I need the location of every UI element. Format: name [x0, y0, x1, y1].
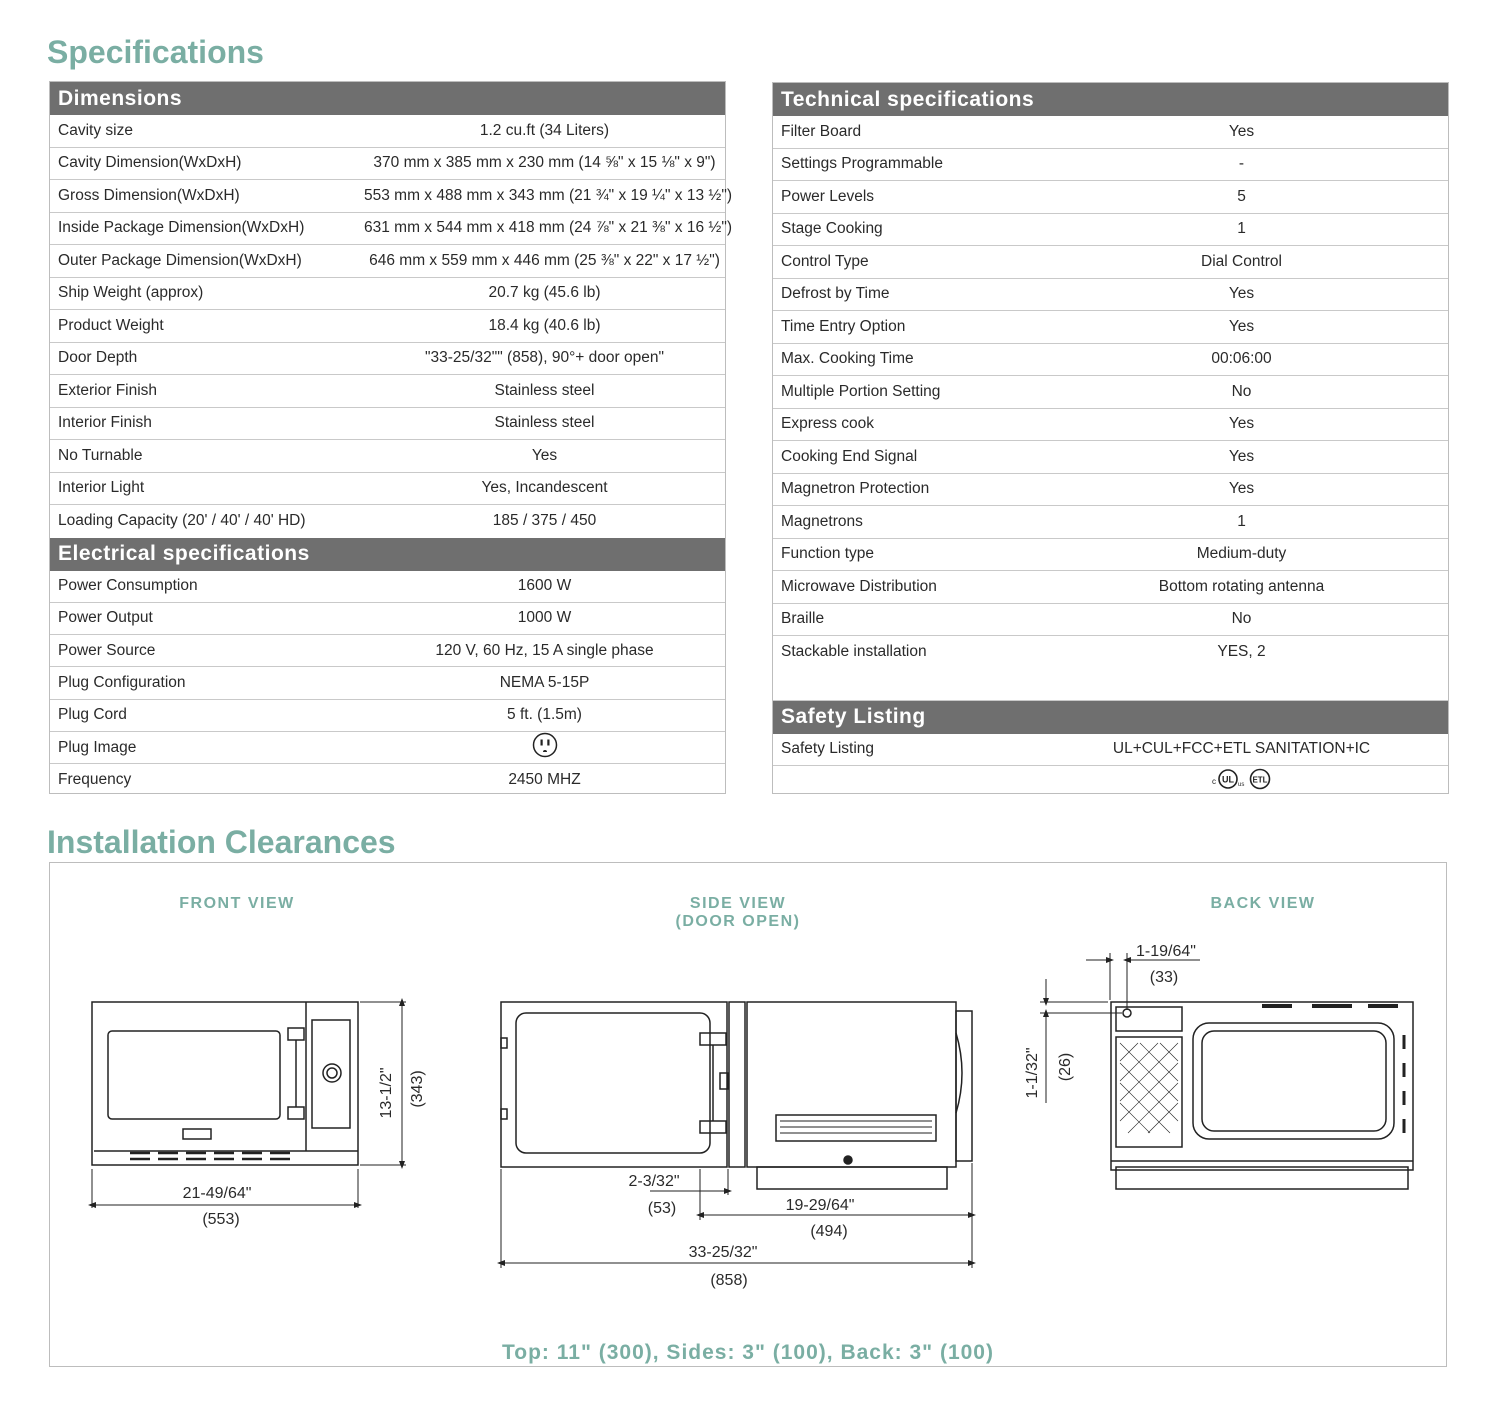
row-value: Yes — [1228, 285, 1255, 303]
row-value: Yes — [1228, 415, 1255, 433]
front-width-in: 21-49/64" — [182, 1185, 252, 1202]
table-row — [50, 310, 725, 343]
row-value: 120 V, 60 Hz, 15 A single phase — [435, 641, 654, 659]
table-row — [50, 278, 725, 311]
row-label: Outer Package Dimension(WxDxH) — [58, 251, 302, 269]
table-row — [50, 408, 725, 441]
table-row — [50, 180, 732, 213]
back-offset-x-in: 1-19/64" — [1136, 943, 1196, 960]
row-label: Interior Light — [58, 479, 145, 497]
electrical-table — [50, 571, 725, 797]
row-label: Multiple Portion Setting — [781, 382, 941, 400]
row-label: Power Output — [58, 609, 153, 627]
table-row — [50, 375, 725, 408]
specifications-title: Specifications — [47, 34, 264, 70]
table-row — [773, 311, 1448, 344]
row-label: Frequency — [58, 771, 132, 789]
table-row — [773, 376, 1448, 409]
row-label: Power Consumption — [58, 577, 198, 595]
row-value: No — [1231, 610, 1252, 628]
safety-listing-row — [773, 734, 1448, 766]
side-total-in: 33-25/32" — [688, 1244, 758, 1261]
table-row — [50, 732, 725, 764]
row-value: 18.4 kg (40.6 lb) — [488, 316, 601, 334]
safety-listing-value: UL+CUL+FCC+ETL SANITATION+IC — [1112, 740, 1371, 757]
front-width-mm: (553) — [202, 1211, 240, 1228]
row-value: 1.2 cu.ft (34 Liters) — [479, 121, 610, 139]
row-value: NEMA 5-15P — [499, 674, 590, 692]
table-row — [50, 440, 725, 473]
table-row — [773, 344, 1448, 377]
row-value: Yes — [531, 446, 558, 464]
row-label: Loading Capacity (20' / 40' / 40' HD) — [58, 512, 306, 530]
empty-row — [773, 669, 1448, 701]
side-depth-mm: (494) — [810, 1223, 848, 1240]
row-value: Dial Control — [1201, 252, 1282, 270]
row-label: Time Entry Option — [781, 317, 906, 335]
technical-header: Technical specifications — [773, 83, 1448, 116]
row-value: 1000 W — [517, 609, 572, 627]
row-value: Bottom rotating antenna — [1158, 577, 1325, 595]
table-row — [773, 604, 1448, 637]
row-label: Express cook — [781, 415, 875, 433]
row-label: Inside Package Dimension(WxDxH) — [58, 219, 305, 237]
table-row — [50, 213, 732, 246]
table-row — [50, 635, 725, 667]
installation-clearances-box — [49, 862, 1447, 1367]
side-depth-in: 19-29/64" — [785, 1197, 855, 1214]
table-row — [50, 764, 725, 796]
side-view-drawing — [501, 1002, 972, 1268]
row-value: Yes — [1228, 122, 1255, 140]
table-row — [773, 409, 1448, 442]
row-value: 1 — [1237, 512, 1246, 530]
row-value: 5 ft. (1.5m) — [507, 706, 582, 724]
front-view-title: FRONT VIEW — [179, 895, 295, 912]
table-row — [773, 474, 1448, 507]
svg-text:c: c — [1211, 777, 1216, 786]
row-value: "33-25/32"" (858), 90°+ door open" — [425, 349, 664, 367]
table-row — [50, 115, 725, 148]
table-row — [773, 116, 1448, 149]
row-value: Medium-duty — [1196, 545, 1287, 563]
table-row — [773, 539, 1448, 572]
row-value: 185 / 375 / 450 — [492, 512, 597, 530]
row-value: 1600 W — [517, 577, 572, 595]
safety-listing-label: Safety Listing — [781, 740, 875, 757]
front-height-in: 13-1/2" — [378, 1067, 395, 1119]
certification-row — [773, 766, 1448, 798]
plug-image-cell — [312, 732, 725, 763]
svg-text:ETL: ETL — [1251, 775, 1268, 785]
table-row — [773, 506, 1448, 539]
row-label: Stackable installation — [781, 643, 927, 661]
row-value: No — [1231, 382, 1252, 400]
row-value: Stainless steel — [494, 381, 595, 399]
row-value: 00:06:00 — [1211, 350, 1272, 368]
row-label: Stage Cooking — [781, 220, 883, 238]
side-total-mm: (858) — [710, 1272, 748, 1289]
row-value: 1 — [1237, 220, 1246, 238]
table-row — [50, 700, 725, 732]
row-label: Microwave Distribution — [781, 577, 937, 595]
row-value: 646 mm x 559 mm x 446 mm (25 ⅜" x 22" x 17 ½") — [369, 251, 720, 269]
back-offset-y-mm: (26) — [1057, 1052, 1074, 1082]
table-row — [50, 473, 725, 506]
row-label: Function type — [781, 545, 875, 563]
svg-text:UL: UL — [1221, 774, 1234, 785]
row-label: Power Source — [58, 641, 156, 659]
table-row — [773, 181, 1448, 214]
row-value: Yes — [1228, 447, 1255, 465]
row-label: Plug Configuration — [58, 674, 186, 692]
row-label: Filter Board — [781, 122, 862, 140]
row-label: Braille — [781, 610, 825, 628]
table-row — [773, 149, 1448, 182]
certification-marks-icon — [1210, 767, 1274, 791]
dimensions-electrical-panel — [49, 81, 732, 794]
table-row — [50, 245, 725, 278]
row-label: Magnetron Protection — [781, 480, 930, 498]
table-row — [50, 505, 725, 538]
row-label: Gross Dimension(WxDxH) — [58, 186, 240, 204]
side-door-in: 2-3/32" — [628, 1173, 680, 1190]
back-view-title: BACK VIEW — [1210, 895, 1316, 912]
row-value: - — [1238, 155, 1245, 173]
row-value: 370 mm x 385 mm x 230 mm (14 ⅝" x 15 ⅛" x 9") — [373, 154, 716, 172]
row-label: Plug Cord — [58, 706, 127, 724]
row-value: 20.7 kg (45.6 lb) — [488, 284, 601, 302]
row-label: No Turnable — [58, 446, 143, 464]
table-row — [50, 667, 725, 699]
table-row — [50, 343, 725, 376]
table-row — [773, 279, 1448, 312]
row-label: Defrost by Time — [781, 285, 890, 303]
row-label: Cavity size — [58, 121, 133, 139]
back-offset-x-mm: (33) — [1149, 969, 1179, 986]
row-label: Interior Finish — [58, 414, 152, 432]
row-label: Plug Image — [58, 738, 137, 756]
back-offset-y-in: 1-1/32" — [1024, 1047, 1041, 1099]
row-label: Cooking End Signal — [781, 447, 918, 465]
table-row — [50, 148, 725, 181]
row-value: Stainless steel — [494, 414, 595, 432]
technical-table — [773, 116, 1448, 669]
technical-safety-panel — [772, 82, 1449, 794]
table-row — [50, 603, 725, 635]
row-label: Settings Programmable — [781, 155, 943, 173]
cul-us-listed-icon — [1212, 770, 1244, 788]
clearance-note: Top: 11" (300), Sides: 3" (100), Back: 3" (100) — [502, 1341, 994, 1364]
safety-header: Safety Listing — [773, 701, 1448, 734]
side-view-title-line2: (DOOR OPEN) — [675, 913, 801, 930]
row-value: 553 mm x 488 mm x 343 mm (21 ¾" x 19 ¼" x 13 ½") — [364, 186, 732, 204]
installation-clearances-title: Installation Clearances — [47, 824, 396, 860]
row-label: Door Depth — [58, 349, 138, 367]
row-value: Yes — [1228, 317, 1255, 335]
back-view-drawing — [1040, 953, 1413, 1189]
row-value: 5 — [1237, 187, 1246, 205]
clearance-drawings — [50, 863, 1446, 1333]
row-label: Cavity Dimension(WxDxH) — [58, 154, 242, 172]
front-view-drawing — [92, 1002, 406, 1208]
table-row — [773, 214, 1448, 247]
svg-text:us: us — [1237, 782, 1244, 788]
row-label: Ship Weight (approx) — [58, 284, 204, 302]
table-row — [50, 571, 725, 603]
row-label: Exterior Finish — [58, 381, 158, 399]
dimensions-header: Dimensions — [50, 82, 725, 115]
electrical-header: Electrical specifications — [50, 538, 725, 571]
side-door-mm: (53) — [647, 1200, 677, 1217]
row-label: Product Weight — [58, 316, 164, 334]
row-label: Magnetrons — [781, 512, 863, 530]
row-value: Yes — [1228, 480, 1255, 498]
row-value: YES, 2 — [1217, 643, 1266, 661]
row-value: Yes, Incandescent — [481, 479, 608, 497]
table-row — [773, 441, 1448, 474]
table-row — [773, 571, 1448, 604]
row-label: Max. Cooking Time — [781, 350, 914, 368]
table-row — [773, 636, 1448, 669]
etl-icon — [1250, 770, 1269, 789]
row-label: Control Type — [781, 252, 869, 270]
table-row — [773, 246, 1448, 279]
row-value: 631 mm x 544 mm x 418 mm (24 ⅞" x 21 ⅜" x 16 ½") — [364, 219, 732, 237]
nema-plug-icon — [532, 732, 558, 758]
side-view-title-line1: SIDE VIEW — [689, 895, 787, 912]
front-height-mm: (343) — [409, 1070, 426, 1108]
row-label: Power Levels — [781, 187, 875, 205]
row-value: 2450 MHZ — [508, 771, 581, 789]
dimensions-table — [50, 115, 732, 538]
